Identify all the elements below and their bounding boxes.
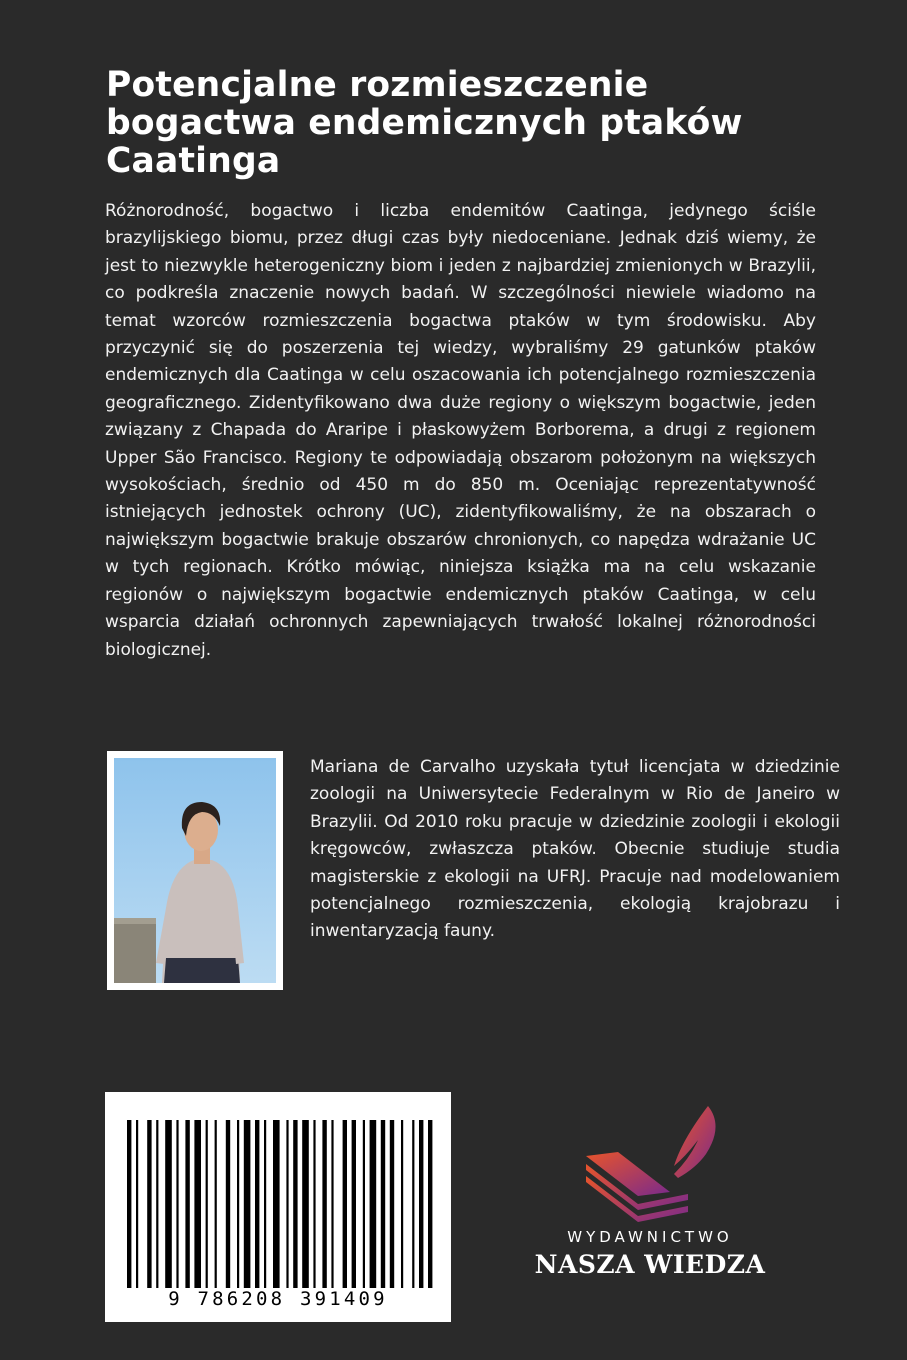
barcode-bar (185, 1120, 189, 1288)
book-description: Różnorodność, bogactwo i liczba endemitów Caatinga, jedynego ściśle brazylijskiego biomu, przez długi czas były niedoceniane. Jednak dziś wiemy, że jest to niezwykle heterogeniczny biom i jeden z najbardziej zmienionych w Brazylii, co podkreśla znaczenie nowych badań. W szczególności niewiele wiadomo na temat wzorców rozmieszczenia bogactwa ptaków w tym środowisku. Aby przyczynić się do poszerzenia tej wiedzy, wybraliśmy 29 gatunków ptaków endemicznych dla Caatinga w celu oszacowania ich potencjalnego rozmieszczenia geograficznego. Zidentyfikowano dwa duże regiony o większym bogactwie, jeden związany z Chapada do Araripe i płaskowyżem Borborema, a drugi z regionem Upper São Francisco. Regiony te odpowiadają obszarom położonym na większych wysokościach, średnio od 450 m do 850 m. Oceniając reprezentatywność istniejących jednostek ochrony (UC), zidentyfikowaliśmy, że na obszarach o największym bogactwie brakuje obszarów chronionych, co napędza wdrażanie UC w tych regionach. Krótko mówiąc, niniejsza książka ma na celu wskazanie regionów o największym bogactwie endemicznych ptaków Caatinga, w celu wsparcia działań ochronnych zapewniających trwałość lokalnej różnorodności biologicznej. (105, 201, 816, 660)
publisher-label: WYDAWNICTWO (567, 1228, 733, 1246)
author-photo (107, 751, 283, 990)
barcode-bar (147, 1120, 151, 1288)
publisher-logo (530, 1100, 770, 1290)
barcode-bar (419, 1120, 423, 1288)
barcode-bar (390, 1120, 394, 1288)
book-with-quill-icon (578, 1100, 728, 1224)
barcode-bar (194, 1120, 201, 1288)
barcode-bar (401, 1120, 403, 1288)
publisher-name: NASZA WIEDZA (534, 1250, 766, 1279)
barcode-bar (370, 1120, 377, 1288)
barcode-bar (206, 1120, 208, 1288)
barcode-bar (156, 1120, 158, 1288)
barcode-bar (273, 1120, 280, 1288)
barcode-bar (322, 1120, 326, 1288)
barcode-bar (237, 1120, 239, 1288)
barcode-bar (302, 1120, 309, 1288)
barcode-bar (286, 1120, 288, 1288)
barcode-bar (428, 1120, 432, 1288)
barcode-bar (352, 1120, 356, 1288)
barcode-bar (363, 1120, 365, 1288)
author-bio: Mariana de Carvalho uzyskała tytuł licencjata w dziedzinie zoologii na Uniwersytecie Federalnym w Rio de Janeiro w Brazylii. Od 2010 roku pracuje w dziedzinie zoologii i ekologii kręgowców, zwłaszcza ptaków. Obecnie studiuje studia magisterskie z ekologii na UFRJ. Pracuje nad modelowaniem potencjalnego rozmieszczenia, ekologią krajobrazu i inwentaryzacją fauny. (310, 757, 840, 942)
barcode-bar (226, 1120, 230, 1288)
book-title: Potencjalne rozmieszczenie bogactwa endemicznych ptaków Caatinga (106, 65, 743, 181)
barcode-bar (313, 1120, 315, 1288)
barcode-bars (105, 1092, 451, 1288)
barcode-bar (264, 1120, 266, 1288)
isbn-barcode (105, 1092, 451, 1322)
barcode-bar (293, 1120, 297, 1288)
barcode-bar (381, 1120, 385, 1288)
barcode-bar (127, 1120, 131, 1288)
barcode-bar (412, 1120, 414, 1288)
barcode-bar (215, 1120, 217, 1288)
barcode-bar (331, 1120, 333, 1288)
author-portrait-image (114, 758, 276, 983)
barcode-bar (343, 1120, 347, 1288)
barcode-bar (165, 1120, 172, 1288)
barcode-bar (244, 1120, 251, 1288)
isbn-number: 9 786208 391409 (168, 1288, 388, 1310)
barcode-bar (136, 1120, 138, 1288)
barcode-bar (176, 1120, 178, 1288)
barcode-bar (255, 1120, 259, 1288)
